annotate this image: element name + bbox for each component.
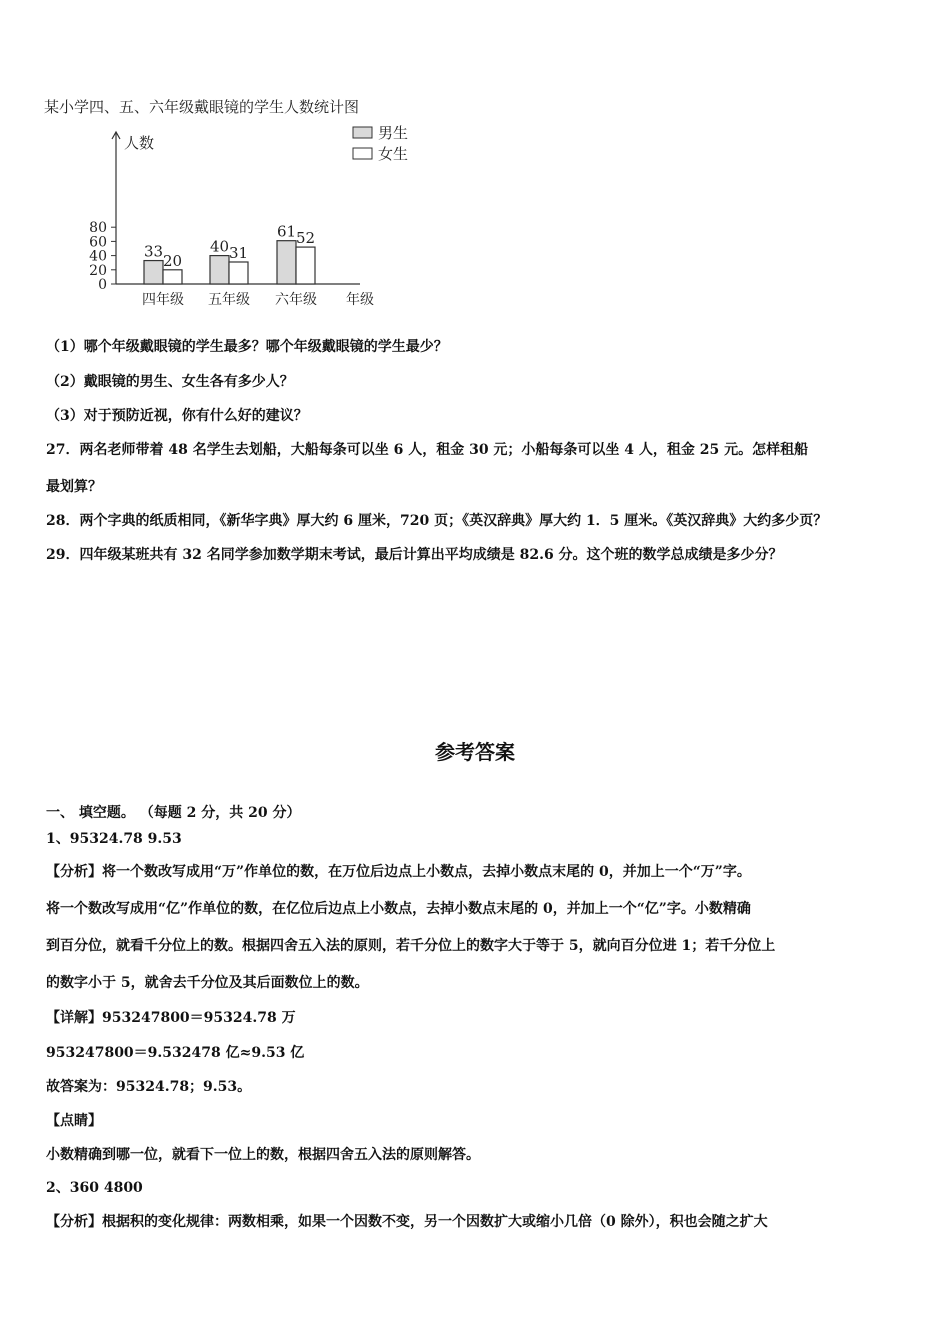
answer-1-tip-label: 【点睛】: [46, 1113, 102, 1129]
answer-2-analysis-line1: 【分析】根据积的变化规律：两数相乘，如果一个因数不变，另一个因数扩大或缩小几倍（0 除外），积也会随之扩大: [46, 1214, 768, 1230]
answer-1-tip: 小数精确到哪一位，就看下一位上的数，根据四舍五入法的原则解答。: [46, 1147, 480, 1163]
answer-1: 1、95324.78 9.53: [46, 831, 182, 847]
answer-1-detail-line2: 953247800＝9.532478 亿≈9.53 亿: [46, 1045, 305, 1061]
question-28: 28．两个字典的纸质相同，《新华字典》厚大约 6 厘米，720 页；《英汉辞典》厚大约 1．5 厘米。《英汉辞典》大约多少页？: [46, 513, 828, 529]
legend-swatch: [353, 127, 372, 138]
x-tick-label: 四年级: [142, 292, 184, 308]
data-label: 61: [276, 222, 297, 241]
legend-label: 男生: [378, 124, 409, 142]
legend-label: 女生: [378, 145, 409, 163]
bar-girls: [296, 247, 315, 284]
answer-1-detail-line1: 【详解】953247800＝95324.78 万: [46, 1010, 296, 1026]
bar-boys: [277, 241, 296, 284]
question-29: 29．四年级某班共有 32 名同学参加数学期末考试，最后计算出平均成绩是 82.6 分。这个班的数学总成绩是多少分？: [46, 547, 783, 563]
answer-1-analysis-line3: 到百分位，就看千分位上的数。根据四舍五入法的原则，若千分位上的数字大于等于 5，就向百分位进 1；若千分位上: [46, 938, 776, 954]
answer-1-detail-line3: 故答案为：95324.78；9.53。: [46, 1079, 252, 1095]
answer-2: 2、360 4800: [46, 1180, 143, 1196]
bar-chart: [44, 94, 464, 314]
data-label: 52: [295, 229, 316, 248]
question-27-line1: 27．两名老师带着 48 名学生去划船，大船每条可以坐 6 人，租金 30 元；小船每条可以坐 4 人，租金 25 元。怎样租船: [46, 442, 809, 458]
x-axis-label: 年级: [346, 292, 374, 308]
y-tick-label: 40: [89, 248, 107, 265]
bar-girls: [163, 270, 182, 284]
answer-1-analysis-line1: 【分析】将一个数改写成用“万”作单位的数，在万位后边点上小数点，去掉小数点末尾的 0，并加上一个“万”字。: [46, 864, 751, 880]
data-label: 31: [228, 243, 249, 262]
data-label: 40: [209, 237, 230, 256]
answer-1-analysis-line2: 将一个数改写成用“亿”作单位的数，在亿位后边点上小数点，去掉小数点末尾的 0，并加上一个“亿”字。小数精确: [46, 901, 751, 917]
question-1: （1）哪个年级戴眼镜的学生最多？哪个年级戴眼镜的学生最少？: [46, 339, 448, 355]
x-tick-label: 六年级: [275, 292, 317, 308]
section-1-title: 一、 填空题。 （每题 2 分，共 20 分）: [46, 805, 301, 821]
data-label: 33: [143, 242, 164, 261]
question-27-line2: 最划算？: [46, 479, 102, 495]
answers-heading: 参考答案: [435, 740, 515, 764]
bar-girls: [229, 262, 248, 284]
chart-title: 某小学四、五、六年级戴眼镜的学生人数统计图: [44, 98, 360, 116]
y-tick-label: 60: [89, 234, 107, 251]
y-tick-label: 80: [89, 220, 107, 237]
y-axis-label: 人数: [124, 134, 155, 152]
bar-boys: [210, 256, 229, 284]
x-tick-label: 五年级: [208, 292, 250, 308]
legend-swatch: [353, 148, 372, 159]
question-2: （2）戴眼镜的男生、女生各有多少人？: [46, 374, 294, 390]
bar-boys: [144, 261, 163, 284]
question-3: （3）对于预防近视，你有什么好的建议？: [46, 408, 308, 424]
y-tick-label: 0: [98, 277, 107, 293]
data-label: 20: [162, 251, 183, 270]
bar-chart-svg: [44, 94, 464, 314]
y-tick-label: 20: [89, 262, 107, 279]
answer-1-analysis-line4: 的数字小于 5，就舍去千分位及其后面数位上的数。: [46, 975, 369, 991]
